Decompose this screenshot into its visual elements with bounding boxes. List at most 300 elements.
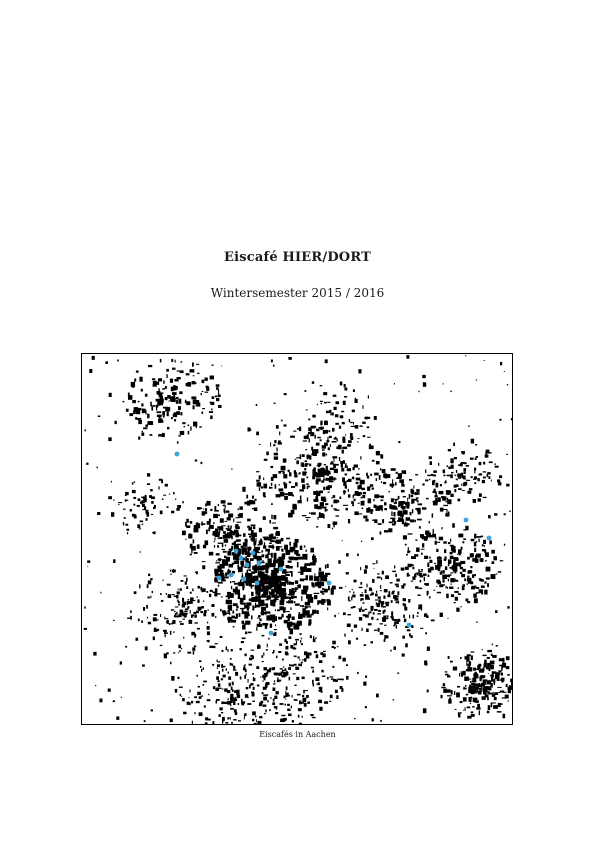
building — [495, 692, 499, 695]
building — [236, 554, 239, 556]
building — [470, 703, 471, 704]
building — [504, 371, 505, 372]
building — [484, 663, 487, 667]
building — [388, 491, 390, 492]
building — [194, 525, 196, 528]
building — [203, 600, 204, 601]
building — [199, 712, 203, 716]
building — [378, 603, 380, 607]
building — [216, 560, 217, 561]
building — [150, 434, 153, 436]
building — [251, 599, 253, 602]
building — [391, 498, 394, 502]
building — [500, 362, 502, 365]
building — [239, 568, 240, 570]
building — [362, 628, 363, 631]
building — [232, 611, 234, 614]
building — [274, 456, 278, 459]
building — [201, 393, 202, 395]
building — [316, 654, 319, 658]
building — [301, 596, 302, 601]
building — [263, 687, 267, 690]
building — [174, 379, 178, 382]
building — [420, 571, 423, 572]
building — [84, 607, 86, 609]
building — [347, 624, 351, 628]
building — [345, 586, 346, 587]
building — [197, 628, 200, 630]
building — [274, 453, 278, 456]
building — [286, 616, 288, 618]
building — [192, 589, 193, 592]
building — [467, 583, 468, 585]
building — [302, 484, 305, 489]
building — [146, 510, 149, 514]
building — [230, 526, 232, 529]
building — [180, 613, 182, 615]
building — [466, 661, 467, 666]
building — [303, 690, 305, 694]
building — [384, 635, 387, 638]
building — [300, 454, 302, 459]
building — [257, 618, 260, 619]
building — [251, 532, 253, 537]
building — [179, 687, 183, 688]
building — [427, 475, 430, 477]
building — [392, 619, 393, 621]
building — [207, 699, 211, 701]
building — [85, 429, 86, 431]
building — [348, 640, 351, 644]
building — [205, 508, 207, 512]
building — [286, 672, 288, 675]
building — [288, 492, 293, 496]
building — [364, 569, 367, 573]
building — [507, 674, 509, 676]
building — [261, 596, 267, 598]
building — [274, 574, 277, 578]
building — [467, 664, 470, 667]
building — [151, 501, 153, 504]
building — [165, 397, 168, 398]
building — [461, 673, 463, 677]
building — [335, 690, 338, 693]
building — [171, 574, 172, 575]
building — [425, 469, 426, 473]
building — [216, 384, 220, 387]
building — [330, 676, 334, 677]
building — [436, 580, 440, 584]
building — [325, 359, 328, 363]
building — [374, 519, 377, 523]
building — [437, 560, 442, 565]
building — [310, 714, 313, 716]
building — [332, 641, 336, 645]
building — [147, 473, 150, 476]
building — [263, 493, 264, 496]
building — [376, 506, 380, 507]
building — [224, 539, 229, 543]
building — [304, 651, 307, 655]
building — [232, 689, 234, 692]
building — [371, 537, 374, 540]
building — [398, 441, 400, 443]
building — [126, 529, 129, 531]
building — [368, 498, 372, 503]
building — [476, 380, 477, 381]
building — [476, 707, 481, 709]
building — [453, 667, 457, 671]
building — [181, 580, 184, 582]
building — [319, 707, 322, 711]
building — [366, 629, 369, 633]
building — [335, 509, 340, 511]
building — [504, 544, 505, 546]
building — [426, 498, 429, 500]
building — [244, 614, 248, 619]
building — [339, 457, 340, 461]
building — [454, 579, 455, 581]
building — [225, 722, 228, 724]
building — [499, 419, 501, 421]
building — [468, 687, 473, 690]
building — [319, 568, 321, 571]
building — [232, 682, 234, 686]
building — [218, 582, 223, 584]
building — [282, 718, 285, 722]
building — [307, 486, 308, 489]
building — [343, 460, 345, 463]
building — [95, 685, 96, 686]
building — [300, 572, 303, 575]
building — [203, 684, 205, 686]
building — [394, 499, 398, 500]
building — [341, 679, 344, 681]
building — [222, 720, 223, 724]
building — [265, 611, 271, 613]
building — [237, 533, 239, 534]
building — [394, 521, 397, 523]
building — [317, 600, 323, 603]
building — [320, 427, 324, 429]
building — [224, 576, 229, 578]
building — [207, 631, 210, 635]
building — [235, 558, 237, 560]
building — [266, 603, 268, 607]
building — [153, 637, 155, 641]
building — [443, 689, 447, 693]
building — [335, 414, 339, 417]
building — [181, 361, 183, 362]
building — [325, 508, 326, 512]
building — [256, 627, 257, 631]
building — [216, 515, 220, 517]
building — [243, 533, 245, 537]
building — [170, 379, 173, 383]
building — [362, 495, 365, 498]
building — [214, 531, 216, 532]
building — [482, 683, 484, 686]
building — [445, 501, 448, 502]
building — [302, 608, 305, 613]
building — [274, 680, 275, 682]
building — [263, 694, 266, 696]
building — [242, 608, 244, 614]
building — [207, 640, 208, 642]
building — [429, 596, 431, 598]
building — [294, 699, 298, 700]
building — [332, 441, 337, 443]
building — [347, 614, 351, 615]
building — [284, 639, 286, 643]
building — [160, 392, 164, 394]
building — [188, 431, 190, 435]
building — [487, 650, 492, 652]
building — [456, 608, 459, 612]
building — [262, 675, 266, 678]
building — [353, 495, 354, 498]
building — [485, 552, 489, 557]
building — [215, 616, 216, 618]
building — [224, 688, 227, 691]
building — [300, 640, 301, 643]
building — [320, 502, 324, 506]
building — [109, 393, 112, 397]
building — [295, 482, 298, 486]
building — [365, 676, 367, 678]
building — [202, 380, 205, 384]
building — [363, 614, 367, 616]
building — [321, 403, 322, 404]
building — [251, 615, 253, 619]
building — [333, 395, 337, 397]
building — [458, 587, 459, 589]
building — [483, 477, 486, 479]
building — [389, 591, 391, 595]
cafe-marker — [239, 556, 244, 561]
building — [461, 451, 465, 454]
building — [298, 473, 300, 475]
building — [395, 574, 397, 577]
building — [308, 432, 311, 434]
building — [245, 556, 247, 561]
building — [266, 549, 268, 550]
building — [376, 478, 378, 481]
building — [336, 401, 340, 404]
building — [268, 597, 271, 598]
building — [474, 534, 476, 539]
building — [249, 581, 252, 587]
building — [318, 464, 320, 467]
building — [405, 643, 408, 647]
building — [342, 540, 343, 541]
building — [215, 537, 216, 540]
building — [197, 373, 199, 374]
building — [231, 469, 232, 470]
building — [387, 595, 390, 598]
building — [454, 457, 457, 459]
building — [323, 651, 326, 652]
building — [279, 606, 284, 609]
building — [360, 582, 362, 585]
building — [275, 578, 281, 580]
building — [494, 671, 497, 674]
building — [172, 622, 173, 624]
building — [427, 647, 430, 651]
building — [490, 661, 495, 665]
building — [205, 378, 208, 381]
building — [351, 501, 353, 504]
building — [172, 368, 175, 370]
building — [137, 418, 142, 420]
building — [367, 476, 369, 479]
building — [221, 596, 223, 597]
building — [133, 504, 135, 506]
building — [215, 396, 217, 398]
building — [363, 501, 365, 505]
building — [154, 628, 156, 630]
building — [272, 702, 275, 705]
building — [236, 690, 240, 695]
building — [174, 412, 177, 414]
building — [263, 567, 265, 570]
building — [260, 677, 261, 678]
building — [198, 607, 202, 610]
building — [209, 525, 214, 529]
building — [326, 411, 330, 414]
building — [273, 536, 276, 539]
building — [384, 589, 388, 592]
building — [489, 461, 493, 463]
building — [232, 563, 235, 565]
building — [265, 555, 269, 559]
building — [289, 571, 292, 573]
building — [157, 402, 159, 406]
building — [289, 481, 291, 483]
building — [467, 707, 471, 709]
building — [427, 536, 428, 539]
building — [460, 712, 462, 713]
building — [306, 575, 309, 580]
building — [422, 375, 425, 378]
building — [256, 595, 257, 600]
building — [147, 617, 148, 619]
building — [138, 498, 141, 501]
building — [253, 687, 255, 690]
building — [284, 493, 289, 495]
building — [353, 389, 355, 392]
building — [307, 458, 308, 460]
building — [247, 703, 251, 705]
building — [261, 550, 263, 552]
building — [321, 670, 323, 673]
building — [174, 386, 178, 390]
building — [284, 424, 287, 426]
building — [302, 454, 305, 457]
building — [173, 492, 175, 494]
building — [388, 528, 392, 532]
building — [209, 411, 213, 413]
building — [355, 425, 359, 429]
building — [468, 425, 469, 427]
building — [178, 399, 181, 404]
building — [339, 426, 341, 429]
building — [172, 594, 175, 595]
building — [482, 480, 485, 483]
building — [275, 609, 276, 611]
building — [221, 366, 222, 367]
building — [369, 612, 372, 614]
building — [328, 447, 330, 450]
building — [380, 585, 381, 589]
building — [339, 587, 343, 589]
building — [304, 468, 306, 470]
building — [359, 484, 362, 489]
building — [232, 571, 235, 574]
building — [293, 431, 296, 432]
building — [201, 462, 203, 464]
building — [288, 614, 291, 618]
building — [441, 571, 443, 574]
building — [471, 655, 473, 660]
building — [219, 688, 222, 689]
building — [275, 712, 278, 714]
building — [298, 664, 300, 666]
building — [450, 391, 451, 393]
building — [471, 439, 474, 444]
building — [256, 719, 257, 722]
building — [326, 510, 328, 511]
building — [380, 454, 382, 458]
building — [379, 505, 383, 510]
building — [385, 575, 389, 579]
building — [497, 711, 502, 713]
building — [260, 603, 264, 606]
building — [431, 569, 434, 571]
building — [397, 591, 399, 595]
building — [118, 502, 122, 503]
building — [445, 480, 447, 483]
building — [503, 658, 505, 663]
building — [396, 579, 400, 582]
building — [459, 552, 461, 555]
building — [251, 525, 256, 527]
building — [384, 530, 388, 532]
building — [347, 444, 351, 447]
building — [393, 595, 397, 599]
building — [175, 606, 178, 607]
building — [476, 669, 479, 670]
building — [330, 444, 331, 447]
building — [395, 500, 396, 504]
building — [282, 549, 284, 552]
building — [144, 506, 146, 509]
building — [391, 468, 396, 471]
building — [283, 572, 289, 574]
building — [167, 427, 169, 430]
building — [285, 646, 288, 650]
building — [218, 504, 219, 506]
building — [408, 547, 409, 552]
building — [341, 468, 344, 472]
building — [157, 629, 160, 631]
building — [481, 687, 482, 692]
building — [466, 694, 468, 696]
building — [370, 474, 372, 476]
building — [302, 677, 305, 680]
building — [228, 672, 229, 674]
building — [378, 596, 381, 598]
